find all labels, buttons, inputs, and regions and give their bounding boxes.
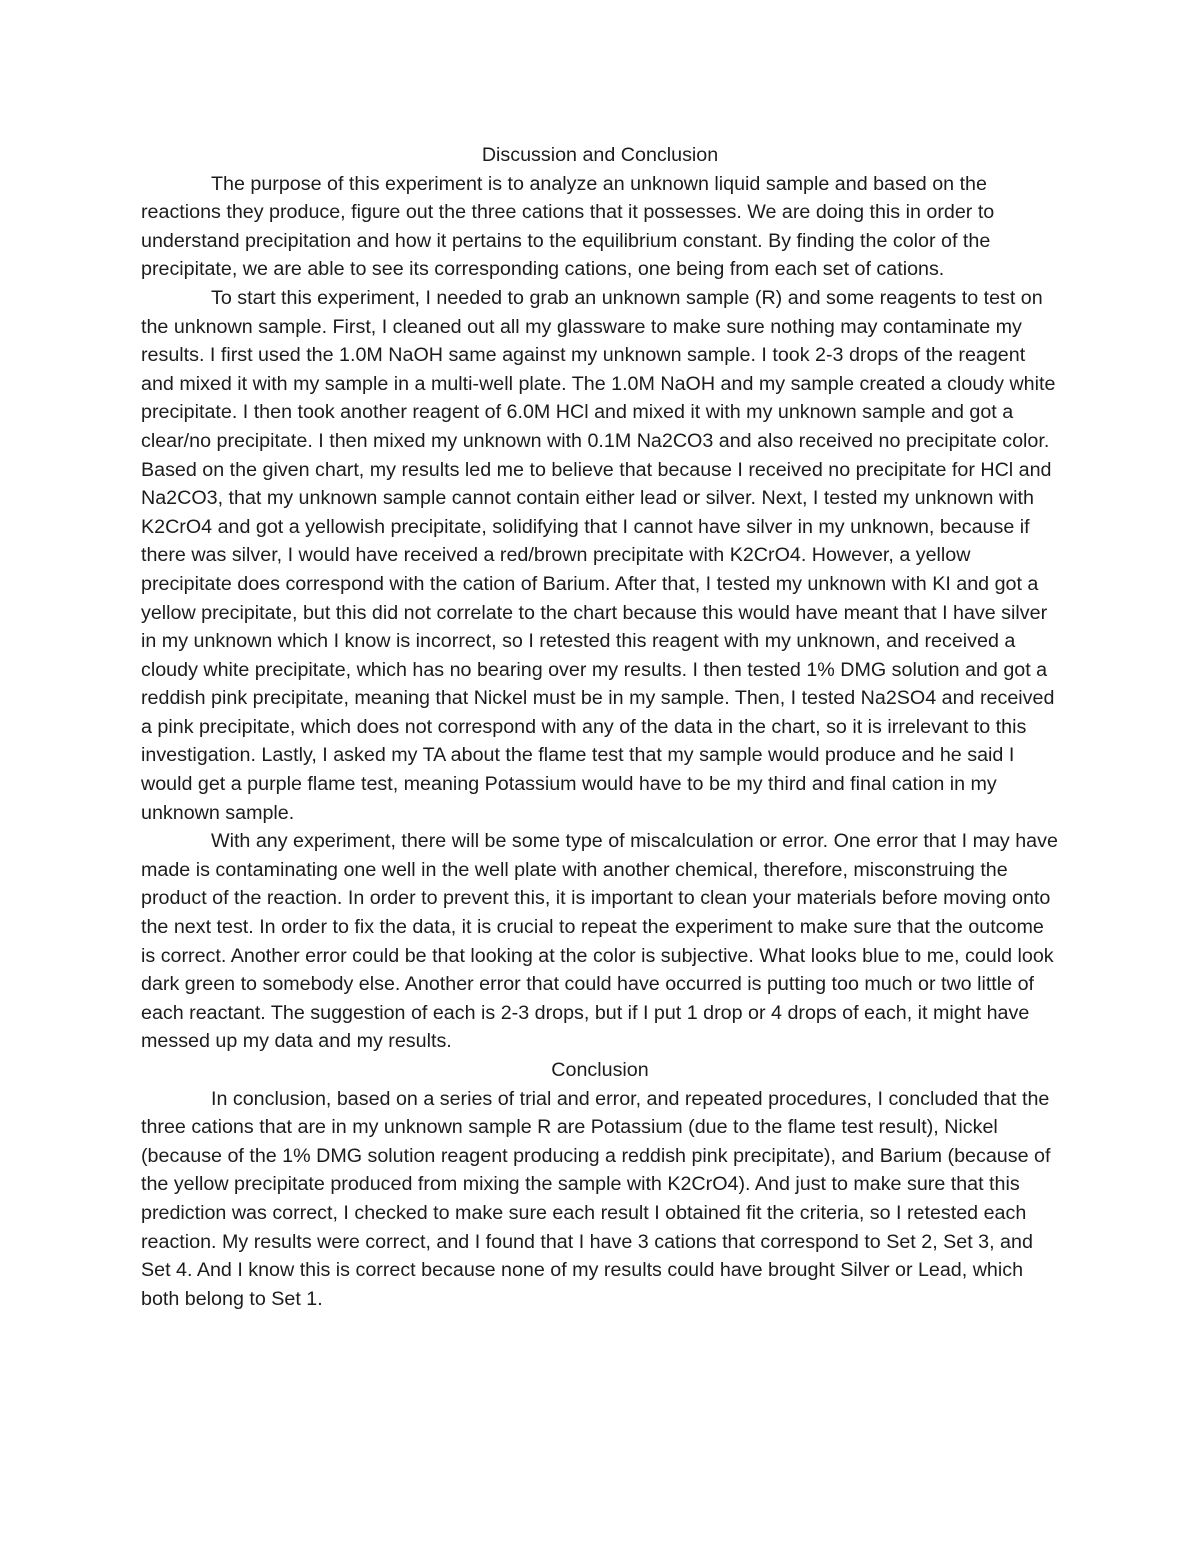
document-title: Discussion and Conclusion [481, 144, 719, 166]
document-page [141, 141, 1059, 1313]
discussion-paragraph-procedure: To start this experiment, I needed to grab an unknown sample (R) and some reagents to test on the unknown sample. First, I cleaned out all my glassware to make sure nothing may contaminate my results. I first used the 1.0M NaOH same against my unknown sample. I took 2-3 drops of the reagent and mixed it with my sample in a multi-well plate. The 1.0M NaOH and my sample created a cloudy white precipitate. I then took another reagent of 6.0M HCl and mixed it with my unknown sample and got a clear/no precipitate. I then mixed my unknown with 0.1M Na2CO3 and also received no precipitate color. Based on the given chart, my results led me to believe that because I received no precipitate for HCl and Na2CO3, that my unknown sample cannot contain either lead or silver. Next, I tested my unknown with K2CrO4 and got a yellowish precipitate, solidifying that I cannot have silver in my unknown, because if there was silver, I would have received a red/brown precipitate with K2CrO4. However, a yellow precipitate does correspond with the cation of Barium. After that, I tested my unknown with KI and got a yellow precipitate, but this did not correlate to the chart because this would have meant that I have silver in my unknown which I know is incorrect, so I retested this reagent with my unknown, and received a cloudy white precipitate, which has no bearing over my results. I then tested 1% DMG solution and got a reddish pink precipitate, meaning that Nickel must be in my sample. Then, I tested Na2SO4 and received a pink precipitate, which does not correspond with any of the data in the chart, so it is irrelevant to this investigation. Lastly, I asked my TA about the flame test that my sample would produce and he said I would get a purple flame test, meaning Potassium would have to be my third and final cation in my unknown sample. [141, 286, 1056, 824]
discussion-paragraph-error: With any experiment, there will be some type of miscalculation or error. One error that I may have made is contaminating one well in the well plate with another chemical, therefore, misconstruing the product of the reaction. In order to prevent this, it is important to clean your materials before moving onto the next test. In order to fix the data, it is crucial to repeat the experiment to make sure that the outcome is correct. Another error could be that looking at the color is subjective. What looks blue to me, could look dark green to somebody else. Another error that could have occurred is putting too much or two little of each reactant. The suggestion of each is 2-3 drops, but if I put 1 drop or 4 drops of each, it might have messed up my data and my results. [141, 830, 1058, 1053]
conclusion-heading: Conclusion [551, 1059, 649, 1081]
discussion-paragraph-purpose: The purpose of this experiment is to analyze an unknown liquid sample and based on the reactions they produce, figure out the three cations that it possesses. We are doing this in order to understand precipitation and how it pertains to the equilibrium constant. By finding the color of the precipitate, we are able to see its corresponding cations, one being from each set of cations. [141, 172, 995, 281]
conclusion-paragraph: In conclusion, based on a series of trial and error, and repeated procedures, I concluded that the three cations that are in my unknown sample R are Potassium (due to the flame test result), Nickel (because of the 1% DMG solution reagent producing a reddish pink precipitate), and Barium (because of the yellow precipitate produced from mixing the sample with K2CrO4). And just to make sure that this prediction was correct, I checked to make sure each result I obtained fit the criteria, so I retested each reaction. My results were correct, and I found that I have 3 cations that correspond to Set 2, Set 3, and Set 4. And I know this is correct because none of my results could have brought Silver or Lead, which both belong to Set 1. [141, 1087, 1051, 1310]
